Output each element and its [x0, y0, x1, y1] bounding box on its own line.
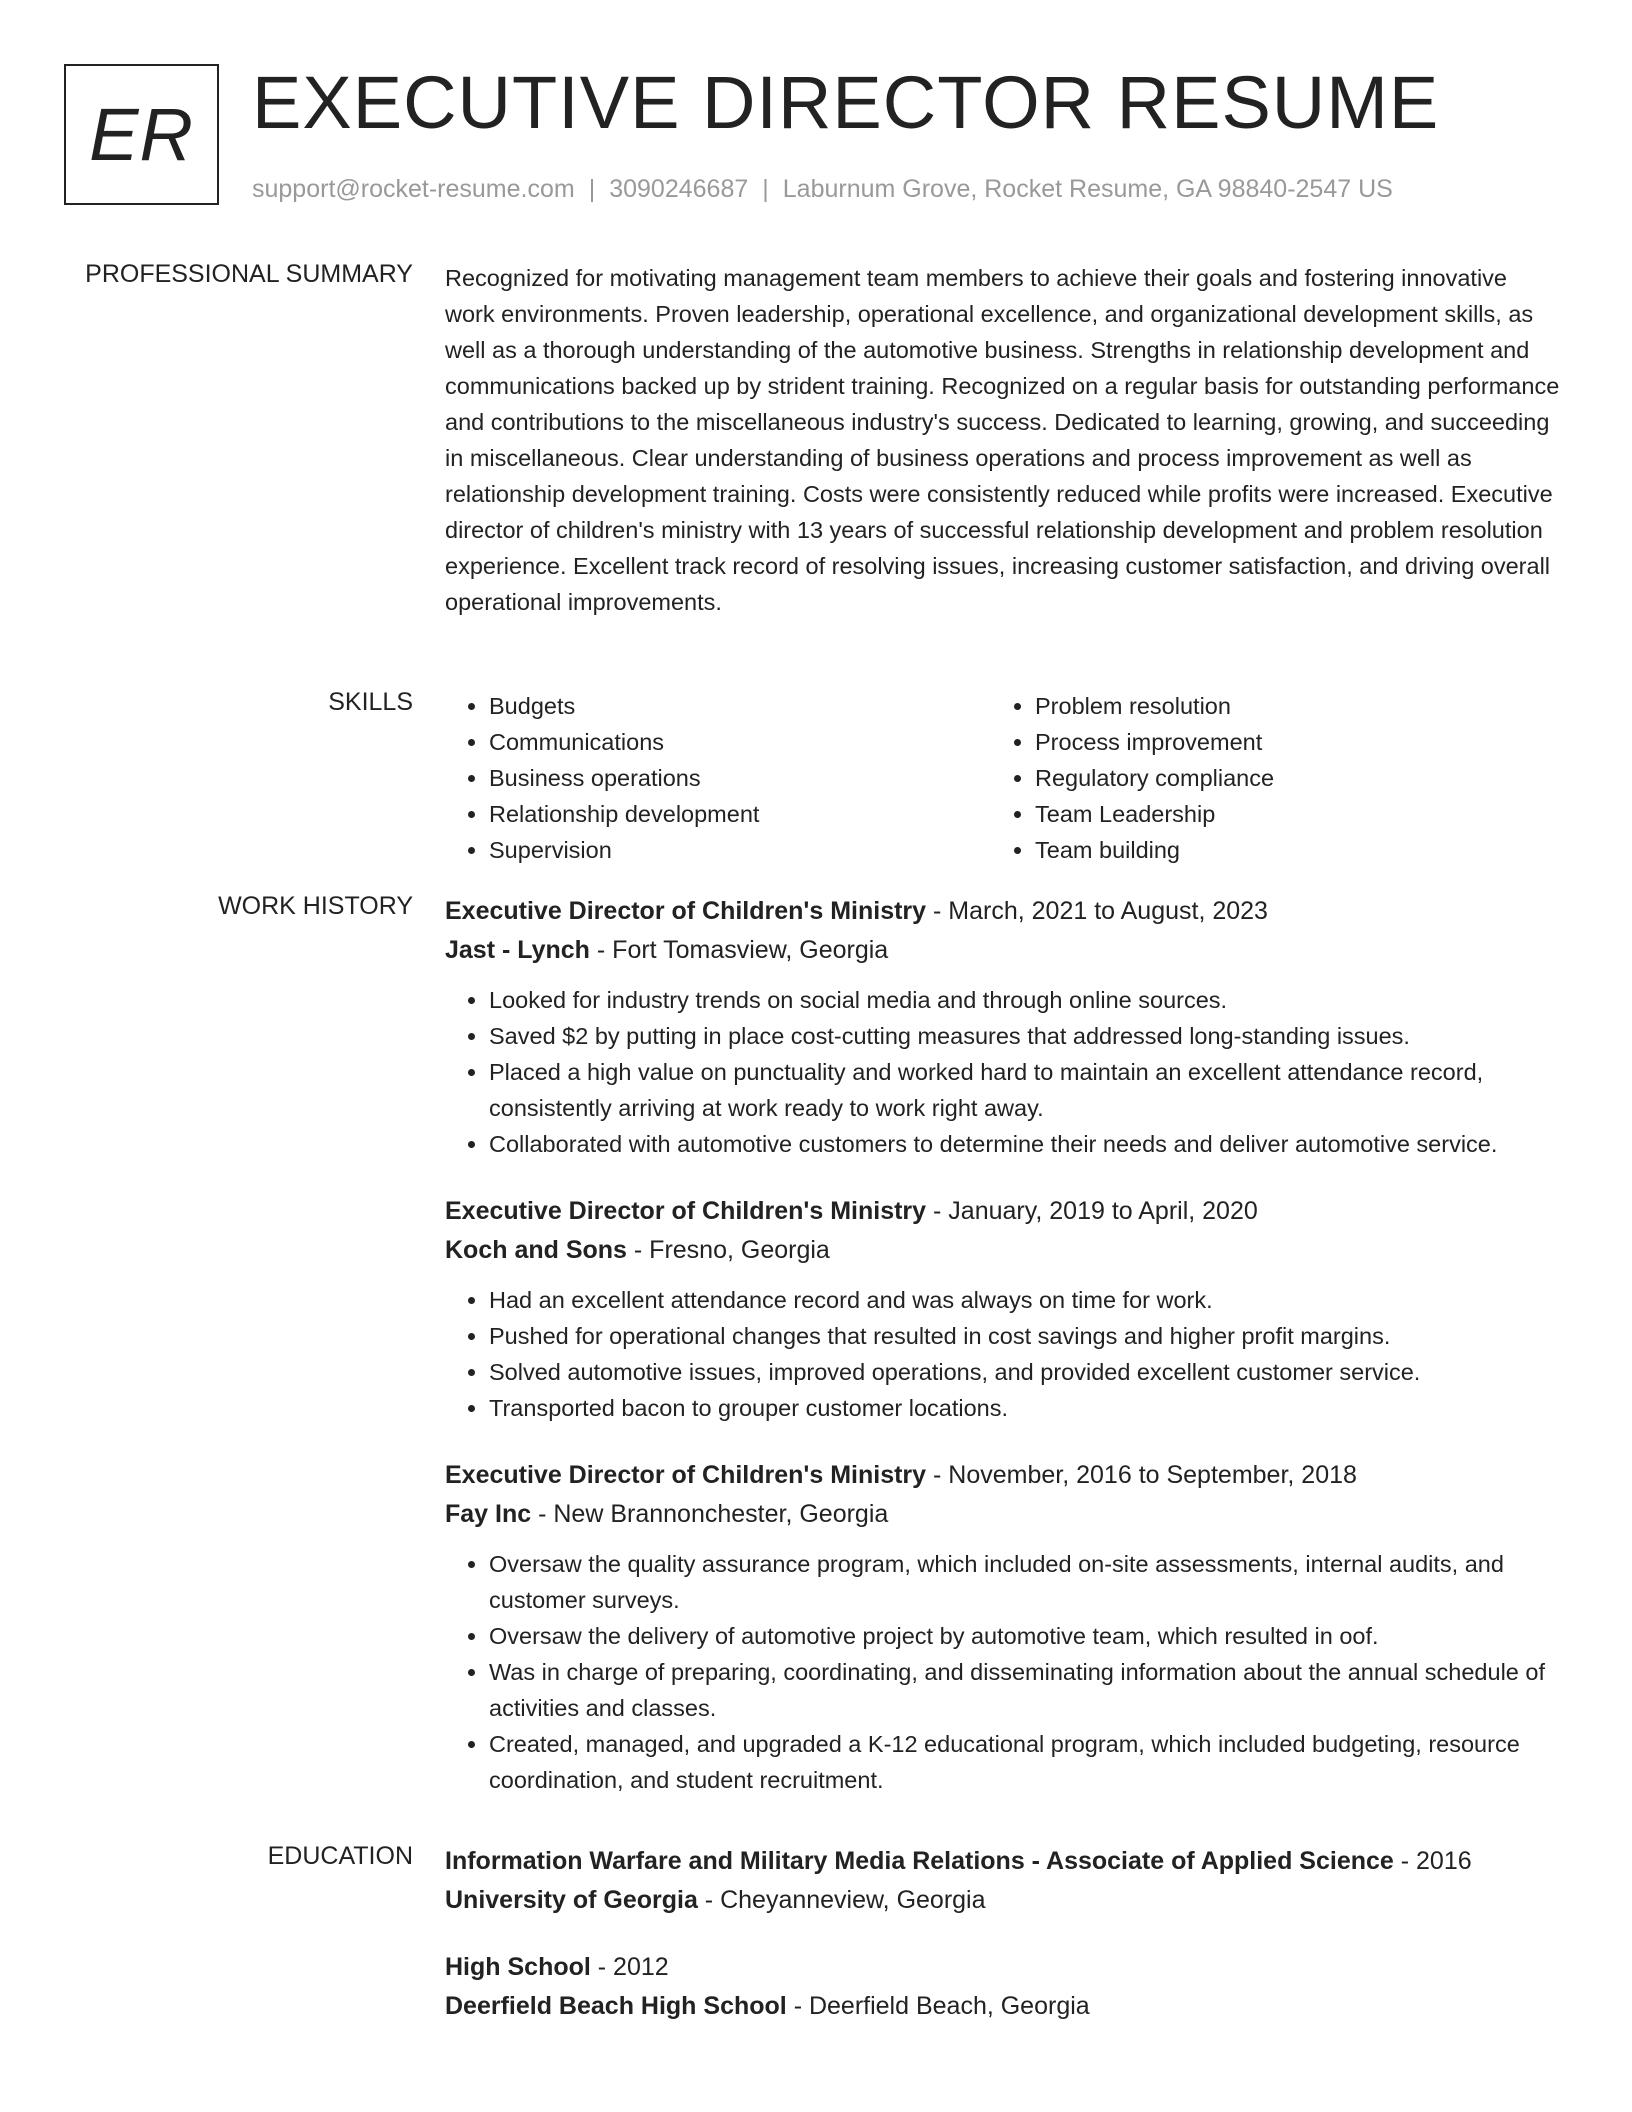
- education-entry: [445, 1842, 1560, 1920]
- job-company: Koch and Sons: [445, 1236, 627, 1264]
- education-year: - 2012: [590, 1953, 669, 1981]
- education-body: [445, 1842, 1560, 2054]
- job-dates: - November, 2016 to September, 2018: [926, 1461, 1357, 1489]
- contact-email: support@rocket-resume.com: [252, 175, 575, 203]
- job-entry: [445, 892, 1560, 1162]
- job-bullet: • Transported bacon to grouper customer locations.: [489, 1390, 1560, 1426]
- job-title: Executive Director of Children's Ministry: [445, 1461, 927, 1489]
- contact-phone: 3090246687: [609, 175, 749, 203]
- skill-item: • Problem resolution: [1035, 688, 1537, 724]
- education-year: - 2016: [1393, 1847, 1472, 1875]
- skills-body: [445, 688, 1560, 868]
- skill-item: • Team building: [1035, 832, 1537, 868]
- skill-item: • Supervision: [489, 832, 991, 868]
- skill-item: • Budgets: [489, 688, 991, 724]
- section-label-work-history: WORK HISTORY: [218, 892, 413, 920]
- skill-item: • Team Leadership: [1035, 796, 1537, 832]
- section-label-education: EDUCATION: [267, 1842, 413, 1870]
- contact-separator: |: [762, 175, 769, 203]
- education-degree: Information Warfare and Military Media Relations - Associate of Applied Science: [445, 1847, 1394, 1875]
- job-company: Jast - Lynch: [445, 936, 590, 964]
- job-company-line: [445, 931, 1560, 970]
- skills-list-right: [991, 688, 1537, 868]
- section-label-skills: SKILLS: [328, 688, 413, 716]
- job-bullet: • Looked for industry trends on social media and through online sources.: [489, 982, 1560, 1018]
- education-degree-line: [445, 1842, 1560, 1881]
- summary-text: Recognized for motivating management team members to achieve their goals and fostering innovative work environments. Proven leadership, operational excellence, and organizational development skills, as well as a thorough understanding of the automotive business. Strengths in relationship development and communications backed up by strident training. Recognized on a regular basis for outstanding performance and contributions to the miscellaneous industry's success. Dedicated to learning, growing, and succeeding in miscellaneous. Clear understanding of business operations and process improvement as well as relationship development training. Costs were consistently reduced while profits were increased. Executive director of children's ministry with 13 years of successful relationship development and problem resolution experience. Excellent track record of resolving issues, increasing customer satisfaction, and driving overall operational improvements.: [445, 265, 1560, 615]
- education-school: University of Georgia: [445, 1886, 698, 1914]
- job-bullet: • Pushed for operational changes that resulted in cost savings and higher profit margins.: [489, 1318, 1560, 1354]
- resume-header: [64, 61, 1564, 214]
- work-history-body: [445, 892, 1560, 1828]
- education-location: - Cheyanneview, Georgia: [697, 1886, 986, 1914]
- page-title: EXECUTIVE DIRECTOR RESUME: [252, 61, 1440, 144]
- job-entry: [445, 1192, 1560, 1426]
- monogram-logo: ER: [64, 64, 219, 205]
- job-location: - New Brannonchester, Georgia: [531, 1500, 889, 1528]
- job-dates: - March, 2021 to August, 2023: [926, 897, 1268, 925]
- skills-list-left: [445, 688, 991, 868]
- job-title: Executive Director of Children's Ministry: [445, 1197, 927, 1225]
- job-title-line: [445, 1456, 1560, 1495]
- skill-item: • Business operations: [489, 760, 991, 796]
- education-school: Deerfield Beach High School: [445, 1992, 787, 2020]
- skill-item: • Regulatory compliance: [1035, 760, 1537, 796]
- contact-separator: |: [588, 175, 596, 203]
- job-bullets: [445, 1282, 1560, 1426]
- job-company: Fay Inc: [445, 1500, 532, 1528]
- education-entry: [445, 1948, 1560, 2026]
- job-bullet: • Created, managed, and upgraded a K-12 educational program, which included budgeting, resource coordination, and student recruitment.: [489, 1726, 1560, 1798]
- job-entry: [445, 1456, 1560, 1798]
- job-bullet: • Had an excellent attendance record and was always on time for work.: [489, 1282, 1560, 1318]
- job-company-line: [445, 1231, 1560, 1270]
- job-bullet: • Solved automotive issues, improved operations, and provided excellent customer service.: [489, 1354, 1560, 1390]
- job-bullet: • Oversaw the quality assurance program, which included on-site assessments, internal audits, and customer surveys.: [489, 1546, 1560, 1618]
- job-bullet: • Collaborated with automotive customers to determine their needs and deliver automotive service.: [489, 1126, 1560, 1162]
- job-location: - Fresno, Georgia: [626, 1236, 830, 1264]
- job-bullets: [445, 982, 1560, 1162]
- education-degree-line: [445, 1948, 1560, 1987]
- job-location: - Fort Tomasview, Georgia: [589, 936, 889, 964]
- job-bullet: • Oversaw the delivery of automotive project by automotive team, which resulted in oof.: [489, 1618, 1560, 1654]
- education-school-line: [445, 1881, 1560, 1920]
- contact-address: Laburnum Grove, Rocket Resume, GA 98840-2547 US: [782, 175, 1393, 203]
- job-title-line: [445, 1192, 1560, 1231]
- section-label-summary: PROFESSIONAL SUMMARY: [85, 260, 413, 288]
- job-title-line: [445, 892, 1560, 931]
- job-bullet: • Placed a high value on punctuality and worked hard to maintain an excellent attendance record, consistently arriving at work ready to work right away.: [489, 1054, 1560, 1126]
- job-bullets: [445, 1546, 1560, 1798]
- skill-item: • Communications: [489, 724, 991, 760]
- contact-line: [252, 175, 1393, 204]
- job-bullet: • Was in charge of preparing, coordinating, and disseminating information about the annual schedule of activities and classes.: [489, 1654, 1560, 1726]
- skill-item: • Relationship development: [489, 796, 991, 832]
- summary-body: [445, 260, 1560, 620]
- job-bullet: • Saved $2 by putting in place cost-cutting measures that addressed long-standing issues.: [489, 1018, 1560, 1054]
- job-title: Executive Director of Children's Ministry: [445, 897, 927, 925]
- education-location: - Deerfield Beach, Georgia: [786, 1992, 1090, 2020]
- skill-item: • Process improvement: [1035, 724, 1537, 760]
- job-company-line: [445, 1495, 1560, 1534]
- education-school-line: [445, 1987, 1560, 2026]
- education-degree: High School: [445, 1953, 591, 1981]
- job-dates: - January, 2019 to April, 2020: [926, 1197, 1258, 1225]
